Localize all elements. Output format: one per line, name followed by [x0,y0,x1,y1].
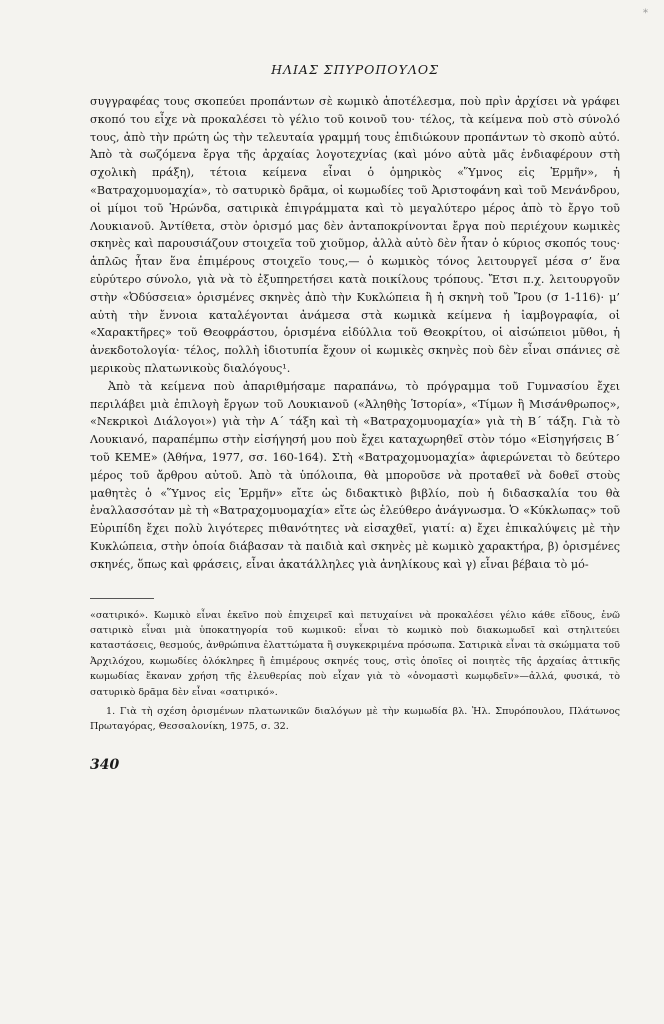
body-text [90,93,620,574]
footnotes [90,598,620,735]
footnote-continued: «σατιρικό». Κωμικὸ εἶναι ἐκεῖνο ποὺ ἐπιχειρεῖ καὶ πετυχαίνει νὰ προκαλέσει γέλιο κάθε εἴδους, ἐνῶ σατιρικὸ εἶναι μιὰ ὑποκατηγορία τοῦ κωμικοῦ: εἶναι τὸ κωμικὸ ποὺ διακωμωδεῖ καὶ στηλιτεύει καταστάσεις, θεσμούς, ἀνθρώπινα ἐλαττώματα ἢ συγκεκριμένα πρόσωπα. Σατιρικὰ εἶναι τὰ σκώμματα τοῦ Ἀρχιλόχου, κωμωδίες ὁλόκληρες ἢ ἐπιμέρους σκηνές τους, στὶς ὁποῖες οἱ ποιητὲς τῆς ἀρχαίας ἀττικῆς κωμωδίας ἔκαναν χρήση τῆς ἐλευθερίας ποὺ εἶχαν γιὰ τὸ «ὀνομαστὶ κωμῳδεῖν»—ἀλλά, φυσικά, τὸ σατυρικὸ δρᾶμα δὲν εἶναι «σατιρικό». [90,609,620,698]
corner-mark: * [643,8,648,19]
paragraph: συγγραφέας τους σκοπεύει προπάντων σὲ κωμικὸ ἀποτέλεσμα, ποὺ πρὶν ἀρχίσει νὰ γράφει σκοπό του εἶχε νὰ προκαλέσει τὸ γέλιο τοῦ κοινοῦ του· τέλος, τὰ κείμενα ποὺ στὸ σύνολό τους, ἀπὸ τὴν πρώτη ὡς τὴν τελευταία γραμμή τους ἐπιδιώκουν προπάντων τὸ σκοπὸ αὐτό. Ἀπὸ τὰ σωζόμενα ἔργα τῆς ἀρχαίας λογοτεχνίας (καὶ μόνο αὐτὰ μᾶς ἐνδιαφέρουν στὴ σχολικὴ πράξη), τέτοια κείμενα εἶναι ὁ ὁμηρικὸς «Ὕμνος εἰς Ἑρμῆν», ἡ «Βατραχομυομαχία», τὸ σατυρικὸ δρᾶμα, οἱ κωμωδίες τοῦ Ἀριστοφάνη καὶ τοῦ Μενάνδρου, οἱ μίμοι τοῦ Ἡρώνδα, σατιρικὰ ἐπιγράμματα καὶ τὸ μεγαλύτερο μέρος ἀπὸ τὸ ἔργο τοῦ Λουκιανοῦ. Ἀντίθετα, στὸν ὁρισμό μας δὲν ἀνταποκρίνονται ἔργα ποὺ περιέχουν κωμικὲς σκηνὲς καὶ παρουσιάζουν στοιχεῖα τοῦ χιοῦμορ, ἀλλὰ αὐτὸ δὲν ἦταν ὁ κύριος σκοπός τους· ἁπλῶς ἦταν ἕνα ἐπιμέρους στοιχεῖο τους,— ὁ κωμικὸς τόνος λειτουργεῖ μέσα σ’ ἕνα εὐρύτερο σύνολο, γιὰ νὰ τὸ ἐξυπηρετήσει κατὰ ποικίλους τρόπους. Ἔτσι π.χ. λειτουργοῦν στὴν «Ὀδύσσεια» ὁρισμένες σκηνὲς ἀπὸ τὴν Κυκλώπεια ἢ ἡ σκηνὴ τοῦ Ἴρου (σ 1-116)· μ’ αὐτὴ τὴν ἔννοια καταλέγονται ἀνάμεσα στὰ κωμικὰ κείμενα ἡ ἰαμβογραφία, οἱ «Χαρακτῆρες» τοῦ Θεοφράστου, ὁρισμένα εἰδύλλια τοῦ Θεοκρίτου, οἱ αἰσώπειοι μῦθοι, ἡ ἀνεκδοτολογία· τέλος, πολλὴ ἰδιοτυπία ἔχουν οἱ κωμικὲς σκηνὲς ποὺ δὲν εἶναι σπάνιες σὲ μερικοὺς πλατωνικοὺς διαλόγους¹. [90,95,620,375]
document-page [90,62,620,773]
page-number: 340 [90,756,120,773]
footnote-1: 1. Γιὰ τὴ σχέση ὁρισμένων πλατωνικῶν διαλόγων μὲ τὴν κωμωδία βλ. Ἠλ. Σπυρόπουλου, Πλάτωνος Πρωταγόρας, Θεσσαλονίκη, 1975, σ. 32. [90,705,620,733]
paragraph: Ἀπὸ τὰ κείμενα ποὺ ἀπαριθμήσαμε παραπάνω, τὸ πρόγραμμα τοῦ Γυμνασίου ἔχει περιλάβει μιὰ ἐπιλογὴ ἔργων τοῦ Λουκιανοῦ («Ἀληθὴς Ἱστορία», «Τίμων ἢ Μισάνθρωπος», «Νεκρικοὶ Διάλογοι») γιὰ τὴν Α΄ τάξη καὶ τὴ «Βατραχομυομαχία» γιὰ τὴ Β΄ τάξη. Γιὰ τὸ Λουκιανό, παραπέμπω στὴν εἰσήγησή μου ποὺ ἔχει καταχωρηθεῖ στὸν τόμο «Εἰσηγήσεις Β΄ τοῦ ΚΕΜΕ» (Ἀθήνα, 1977, σσ. 160-164). Στὴ «Βατραχομυομαχία» ἀφιερώνεται τὸ δεύτερο μέρος τοῦ ἄρθρου αὐτοῦ. Ἀπὸ τὰ ὑπόλοιπα, θὰ μποροῦσε νὰ προταθεῖ νὰ δοθεῖ στοὺς μαθητὲς ὁ «Ὕμνος εἰς Ἑρμῆν» εἴτε ὡς διδακτικὸ βιβλίο, ποὺ ἡ διδασκαλία του θὰ ἐναλλασσόταν μὲ τὴ «Βατραχομυομαχία» εἴτε ὡς ἐλεύθερο ἀνάγνωσμα. Ὁ «Κύκλωπας» τοῦ Εὐριπίδη ἔχει πολὺ λιγότερες πιθανότητες νὰ εἰσαχθεῖ, γιατί: α) ἔχει ἐπικαλύψεις μὲ τὴν Κυκλώπεια, στὴν ὁποία διάβασαν τὰ παιδιὰ καὶ σκηνὲς μὲ κωμικὸ χαρακτήρα, β) ὁρισμένες σκηνές, ὅπως καὶ φράσεις, εἶναι ἀκατάλληλες γιὰ ἀνηλίκους καὶ γ) εἶναι βέβαια τὸ μό- [90,379,620,571]
running-header: ΗΛΙΑΣ ΣΠΥΡΟΠΟΥΛΟΣ [271,62,439,77]
